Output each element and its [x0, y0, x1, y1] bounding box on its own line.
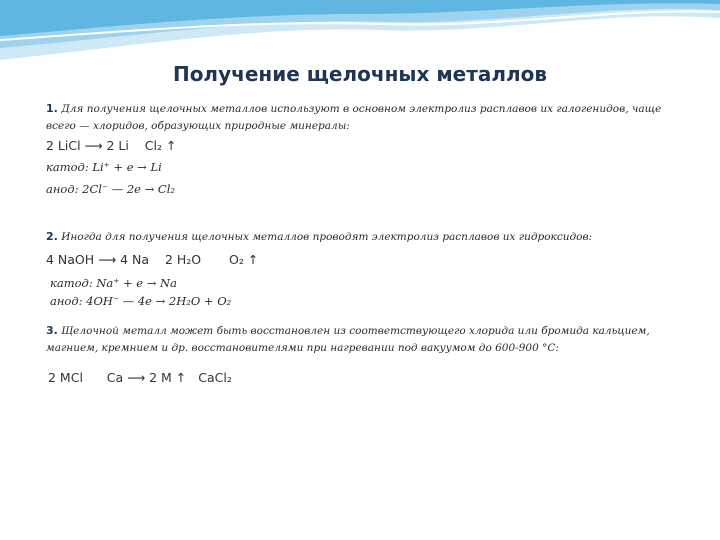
page-title: Получение щелочных металлов	[172, 62, 548, 86]
eq2-product-2: 2 H₂O	[164, 252, 202, 267]
eq1-cathode: катод: Li⁺ + e → Li	[46, 160, 162, 174]
paragraph-3-number: 3.	[46, 324, 58, 337]
eq1-reactant: 2 LiCl	[46, 138, 81, 153]
paragraph-2-text: Иногда для получения щелочных металлов проводят электролиз расплавов их гидроксидов:	[61, 231, 593, 243]
eq1-arrow: ⟶	[84, 138, 103, 153]
eq3-product-2: CaCl₂	[198, 370, 232, 385]
paragraph-2	[46, 228, 686, 246]
eq2-reactant: 4 NaOH	[46, 252, 95, 267]
eq3-reactant-1: 2 MCl	[48, 370, 83, 385]
equation-2	[46, 252, 262, 267]
eq3-reactant-2: Ca	[106, 370, 124, 385]
eq3-product-1: 2 M ↑	[149, 370, 187, 385]
equation-1	[46, 138, 180, 153]
eq2-cathode: катод: Na⁺ + e → Na	[50, 276, 177, 290]
equation-3	[48, 370, 236, 385]
eq2-arrow: ⟶	[98, 252, 117, 267]
paragraph-3	[46, 322, 686, 357]
paragraph-2-number: 2.	[46, 230, 58, 243]
eq1-product-1: 2 Li	[106, 138, 129, 153]
paragraph-1-text: Для получения щелочных металлов используют в основном электролиз расплавов их галогенидов, чаще всего — хлоридов, образующих природные минералы:	[46, 103, 662, 132]
eq2-anode: анод: 4OH⁻ — 4e → 2H₂O + O₂	[50, 294, 232, 308]
paragraph-1-number: 1.	[46, 102, 58, 115]
eq2-product-3: O₂ ↑	[229, 252, 259, 267]
eq1-anode: анод: 2Cl⁻ — 2e → Cl₂	[46, 182, 176, 196]
eq3-arrow: ⟶	[127, 370, 146, 385]
eq2-product-1: 4 Na	[120, 252, 150, 267]
paragraph-3-text: Щелочной металл может быть восстановлен из соответствующего хлорида или бромида кальцием, магнием, кремнием и др. восстановителями при нагревании под вакуумом до 600-900 °С:	[46, 325, 650, 354]
eq1-product-2: Cl₂ ↑	[144, 138, 177, 153]
paragraph-1	[46, 100, 686, 135]
